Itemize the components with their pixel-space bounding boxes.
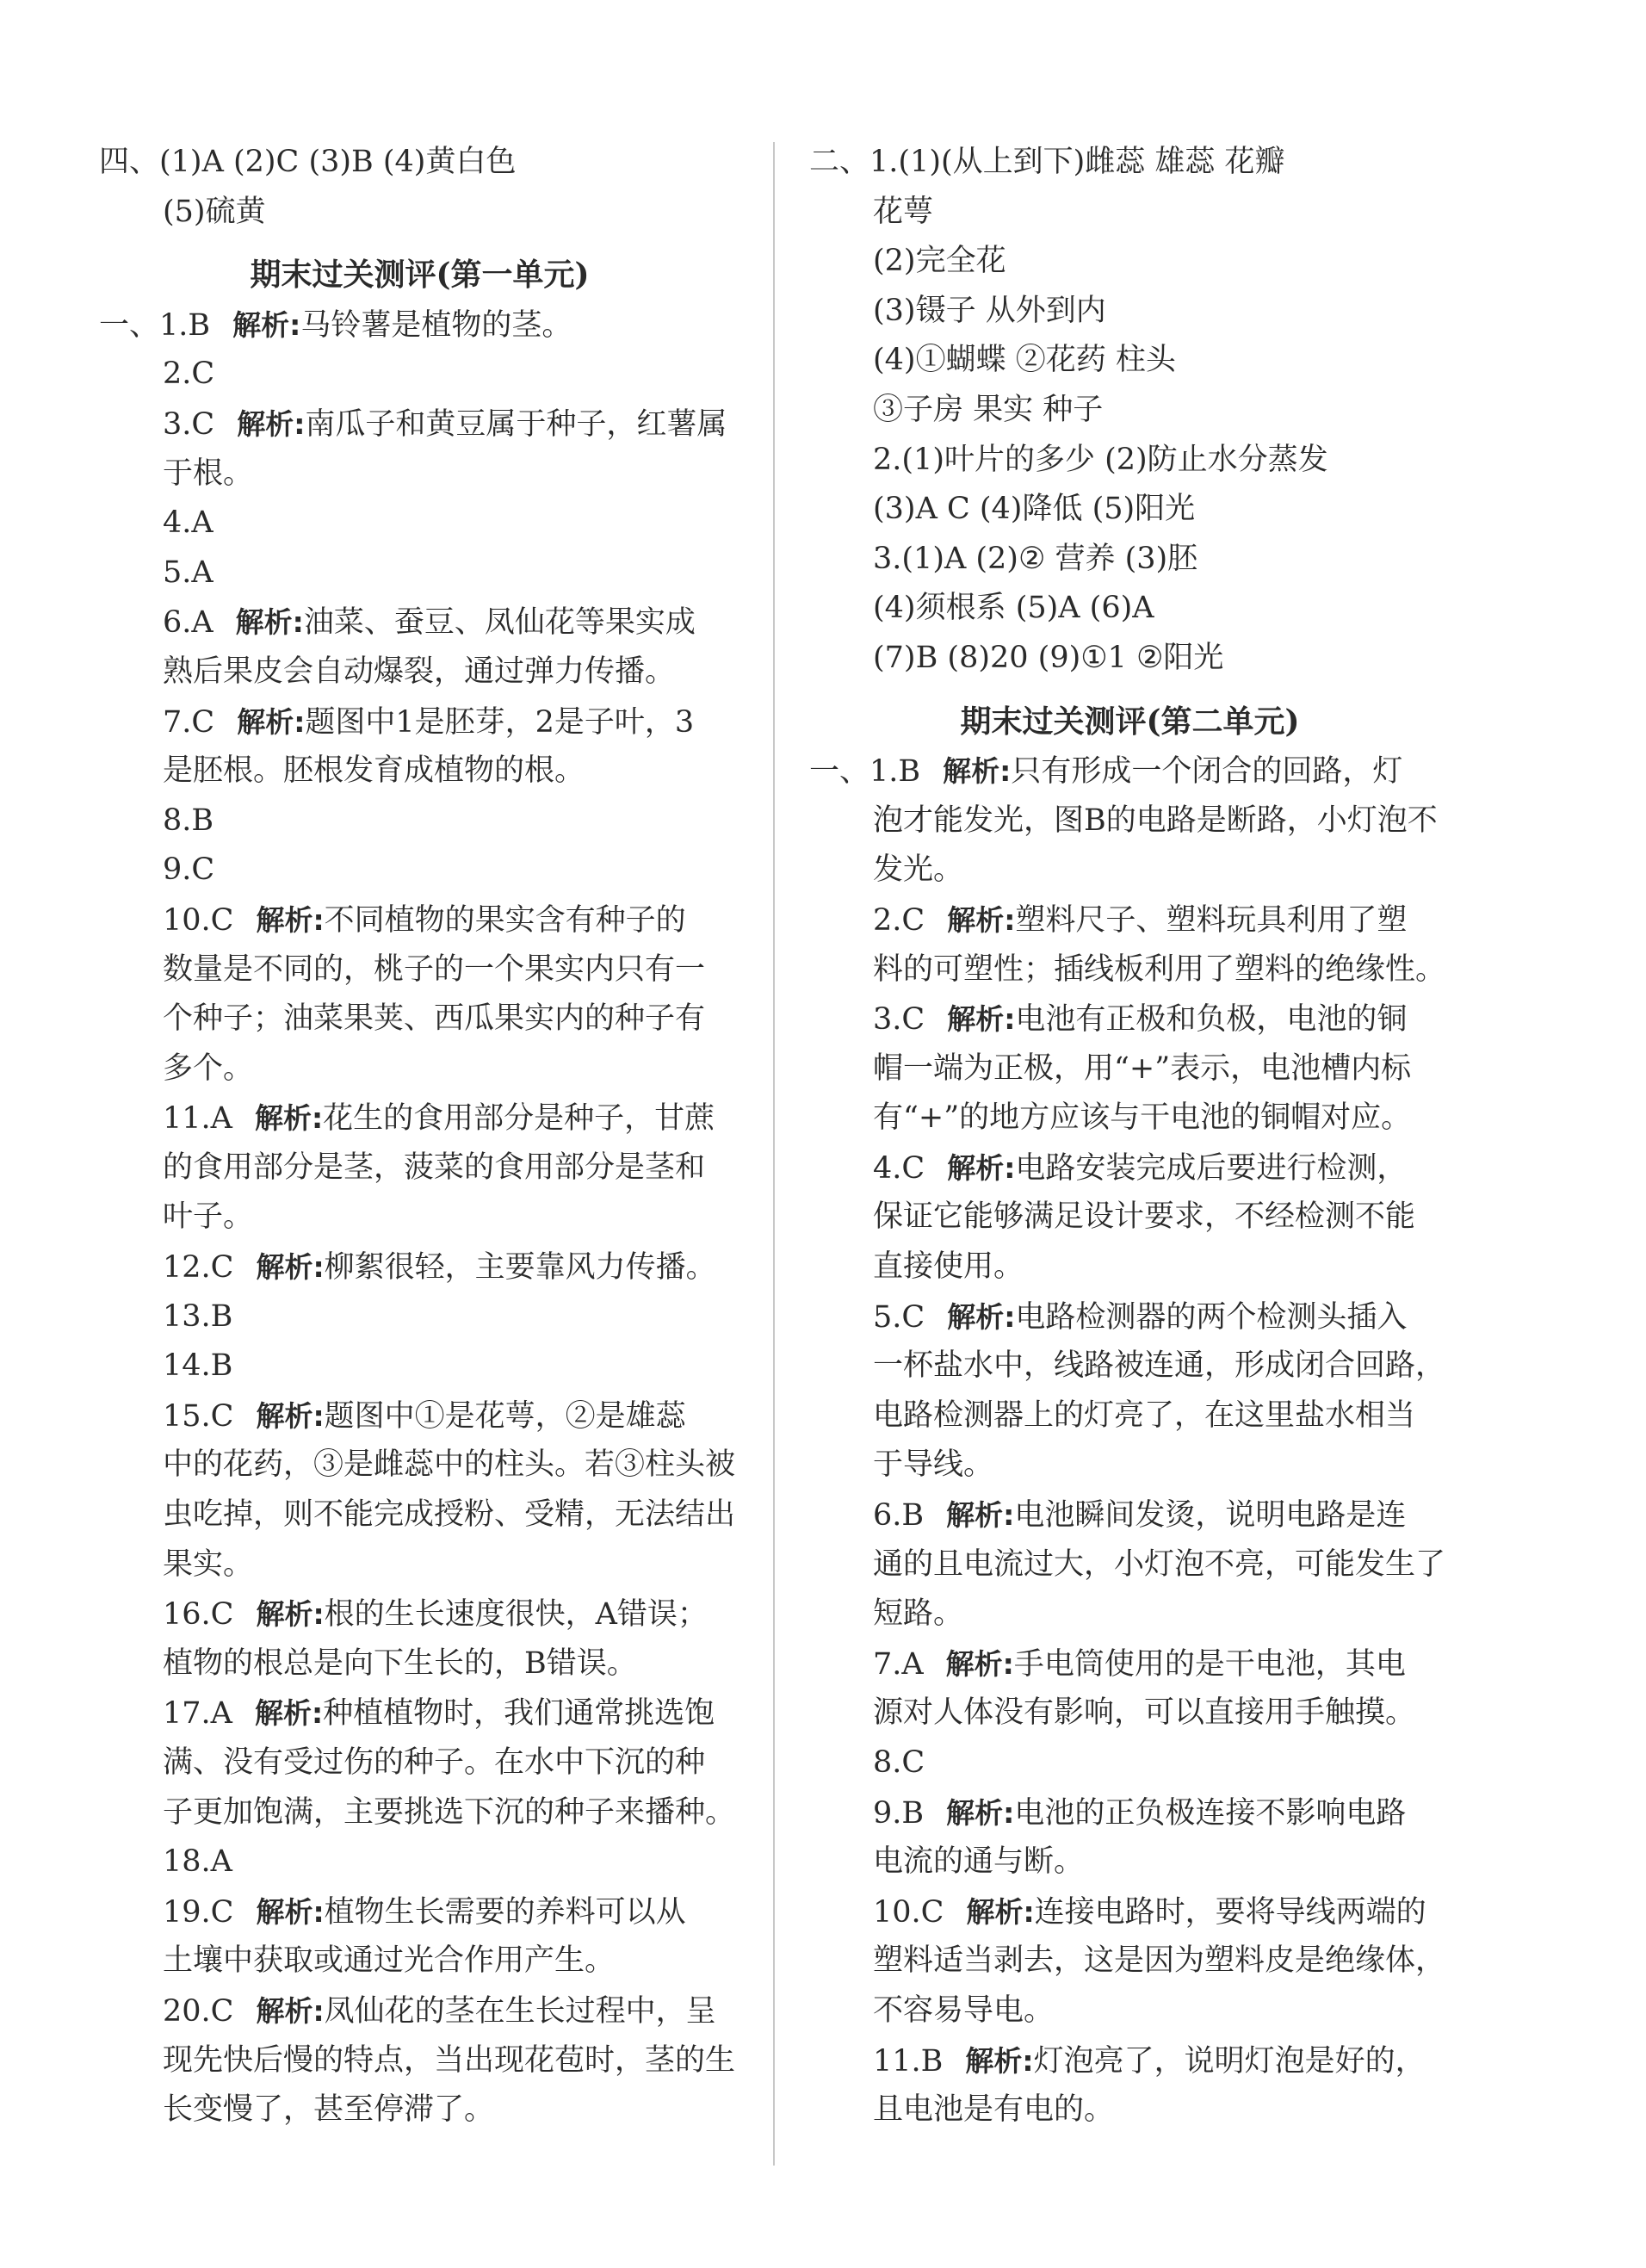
answer-item-cont: 现先快后慢的特点，当出现花苞时，茎的生: [163, 2042, 736, 2078]
answer-item-cont: 中的花药，③是雌蕊中的柱头。若③柱头被: [163, 1447, 736, 1483]
answer-item: 11.B 解析:灯泡亮了，说明灯泡是好的，: [873, 2043, 1426, 2079]
answer-item-cont: 料的可塑性；插线板利用了塑料的绝缘性。: [873, 951, 1446, 987]
answer-item: 一、1.B 解析:马铃薯是植物的茎。: [99, 307, 572, 343]
answer-item-cont: 多个。: [163, 1050, 254, 1086]
answer-item: 5.A: [163, 555, 213, 590]
answer-item-cont: 是胚根。胚根发育成植物的根。: [163, 753, 585, 789]
answer-item: 2.C 解析:塑料尺子、塑料玩具利用了塑: [873, 902, 1408, 938]
section2-line: (7)B (8)20 (9)①1 ②阳光: [873, 640, 1224, 675]
answer-item: 一、1.B 解析:只有形成一个闭合的回路，灯: [809, 754, 1403, 790]
column-divider: [773, 142, 775, 2166]
answer-item-cont: 有“+”的地方应该与干电池的铜帽对应。: [873, 1100, 1412, 1136]
answer-item-cont: 且电池是有电的。: [873, 2092, 1115, 2128]
answer-item-cont: 虫吃掉，则不能完成授粉、受精，无法结出: [163, 1497, 736, 1533]
answer-item: 8.C: [873, 1745, 925, 1780]
answer-item: 8.B: [163, 802, 214, 838]
answer-item-cont: 数量是不同的，桃子的一个果实内只有一: [163, 951, 706, 987]
section2-line: (2)完全花: [873, 244, 1006, 279]
answer-item: 2.C: [163, 356, 215, 392]
answer-item: 17.A 解析:种植植物时，我们通常挑选饱: [163, 1696, 715, 1732]
answer-item: 14.B: [163, 1348, 233, 1384]
section2-line: 3.(1)A (2)② 营养 (3)胚: [873, 541, 1198, 576]
answer-item: 18.A: [163, 1844, 232, 1880]
section2-line: (3)镊子 从外到内: [873, 293, 1106, 328]
answer-item-cont: 泡才能发光，图B的电路是断路，小灯泡不: [873, 802, 1438, 838]
answer-item-cont: 果实。: [163, 1546, 254, 1582]
answer-item-cont: 子更加饱满，主要挑选下沉的种子来播种。: [163, 1794, 736, 1830]
section2-line: (4)须根系 (5)A (6)A: [873, 591, 1154, 626]
answer-item: 12.C 解析:柳絮很轻，主要靠风力传播。: [163, 1250, 716, 1286]
answer-item-cont: 长变慢了，甚至停滞了。: [163, 2092, 495, 2128]
answer-item-cont: 于导线。: [873, 1447, 994, 1483]
answer-item-cont: 电流的通与断。: [873, 1844, 1085, 1880]
answer-item-cont: 直接使用。: [873, 1249, 1024, 1285]
answer-item-cont: 土壤中获取或通过光合作用产生。: [163, 1943, 616, 1979]
section2-line: 二、1.(1)(从上到下)雌蕊 雄蕊 花瓣: [809, 145, 1285, 179]
answer-item-cont: 通的且电流过大，小灯泡不亮，可能发生了: [873, 1546, 1446, 1582]
answer-item: 6.B 解析:电池瞬间发烫，说明电路是连: [873, 1498, 1407, 1534]
answer-item: 6.A 解析:油菜、蚕豆、凤仙花等果实成: [163, 605, 696, 641]
answer-item: 15.C 解析:题图中①是花萼，②是雄蕊: [163, 1398, 686, 1434]
answer-item-cont: 不容易导电。: [873, 1992, 1055, 2028]
answer-item-cont: 的食用部分是茎，菠菜的食用部分是茎和: [163, 1149, 706, 1185]
right-column: [809, 138, 1451, 2135]
answer-item: 20.C 解析:凤仙花的茎在生长过程中，呈: [163, 1993, 716, 2029]
answer-item-cont: 电路检测器上的灯亮了，在这里盐水相当: [873, 1397, 1416, 1433]
answer-item: 9.C: [163, 852, 215, 888]
section2-line: 2.(1)叶片的多少 (2)防止水分蒸发: [873, 442, 1328, 477]
left-column: [99, 138, 740, 2135]
answer-item: 5.C 解析:电路检测器的两个检测头插入: [873, 1299, 1408, 1335]
answer-item: 7.A 解析:手电筒使用的是干电池，其电: [873, 1646, 1406, 1682]
answer-item: 3.C 解析:南瓜子和黄豆属于种子，红薯属: [163, 406, 727, 442]
answer-item: 10.C 解析:连接电路时，要将导线两端的: [873, 1894, 1426, 1930]
answer-item: 10.C 解析:不同植物的果实含有种子的: [163, 902, 686, 938]
answer-item-cont: 发光。: [873, 852, 964, 888]
section2-line: (4)①蝴蝶 ②花药 柱头: [873, 343, 1176, 378]
answer-item: 19.C 解析:植物生长需要的养料可以从: [163, 1894, 686, 1930]
answer-item: 11.A 解析:花生的食用部分是种子，甘蔗: [163, 1101, 715, 1137]
answer-item: 3.C 解析:电池有正极和负极，电池的铜: [873, 1002, 1408, 1038]
answer-item: 13.B: [163, 1298, 233, 1334]
answer-item: 16.C 解析:根的生长速度很快，A错误；: [163, 1597, 708, 1633]
section4-line2: (5)硫黄: [163, 194, 266, 229]
answer-item: 7.C 解析:题图中1是胚芽，2是子叶，3: [163, 704, 695, 740]
section2-line: (3)A C (4)降低 (5)阳光: [873, 492, 1196, 527]
answer-item: 4.C 解析:电路安装完成后要进行检测，: [873, 1150, 1408, 1186]
answer-item-cont: 一杯盐水中，线路被连通，形成闭合回路，: [873, 1348, 1446, 1384]
section2-line: ③子房 果实 种子: [873, 392, 1104, 427]
answer-item-cont: 满、没有受过伤的种子。在水中下沉的种: [163, 1745, 706, 1780]
unit1-title: 期末过关测评(第一单元): [250, 257, 590, 294]
answer-item-cont: 源对人体没有影响，可以直接用手触摸。: [873, 1695, 1416, 1731]
answer-item-cont: 叶子。: [163, 1199, 254, 1235]
answer-item-cont: 植物的根总是向下生长的，B错误。: [163, 1645, 637, 1681]
answer-item-cont: 保证它能够满足设计要求，不经检测不能: [873, 1199, 1416, 1235]
section2-line: 花萼: [873, 194, 934, 229]
answer-item: 9.B 解析:电池的正负极连接不影响电路: [873, 1795, 1407, 1831]
answer-item-cont: 个种子；油菜果荚、西瓜果实内的种子有: [163, 1001, 706, 1037]
answer-item-cont: 熟后果皮会自动爆裂，通过弹力传播。: [163, 654, 676, 689]
answer-item-cont: 帽一端为正极，用“+”表示，电池槽内标: [873, 1050, 1412, 1086]
answer-item: 4.A: [163, 505, 213, 541]
answer-item-cont: 于根。: [163, 455, 254, 491]
section4-line1: 四、(1)A (2)C (3)B (4)黄白色: [99, 145, 517, 179]
unit2-title: 期末过关测评(第二单元): [960, 703, 1300, 740]
answer-item-cont: 塑料适当剥去，这是因为塑料皮是绝缘体，: [873, 1943, 1446, 1979]
answer-item-cont: 短路。: [873, 1596, 964, 1632]
